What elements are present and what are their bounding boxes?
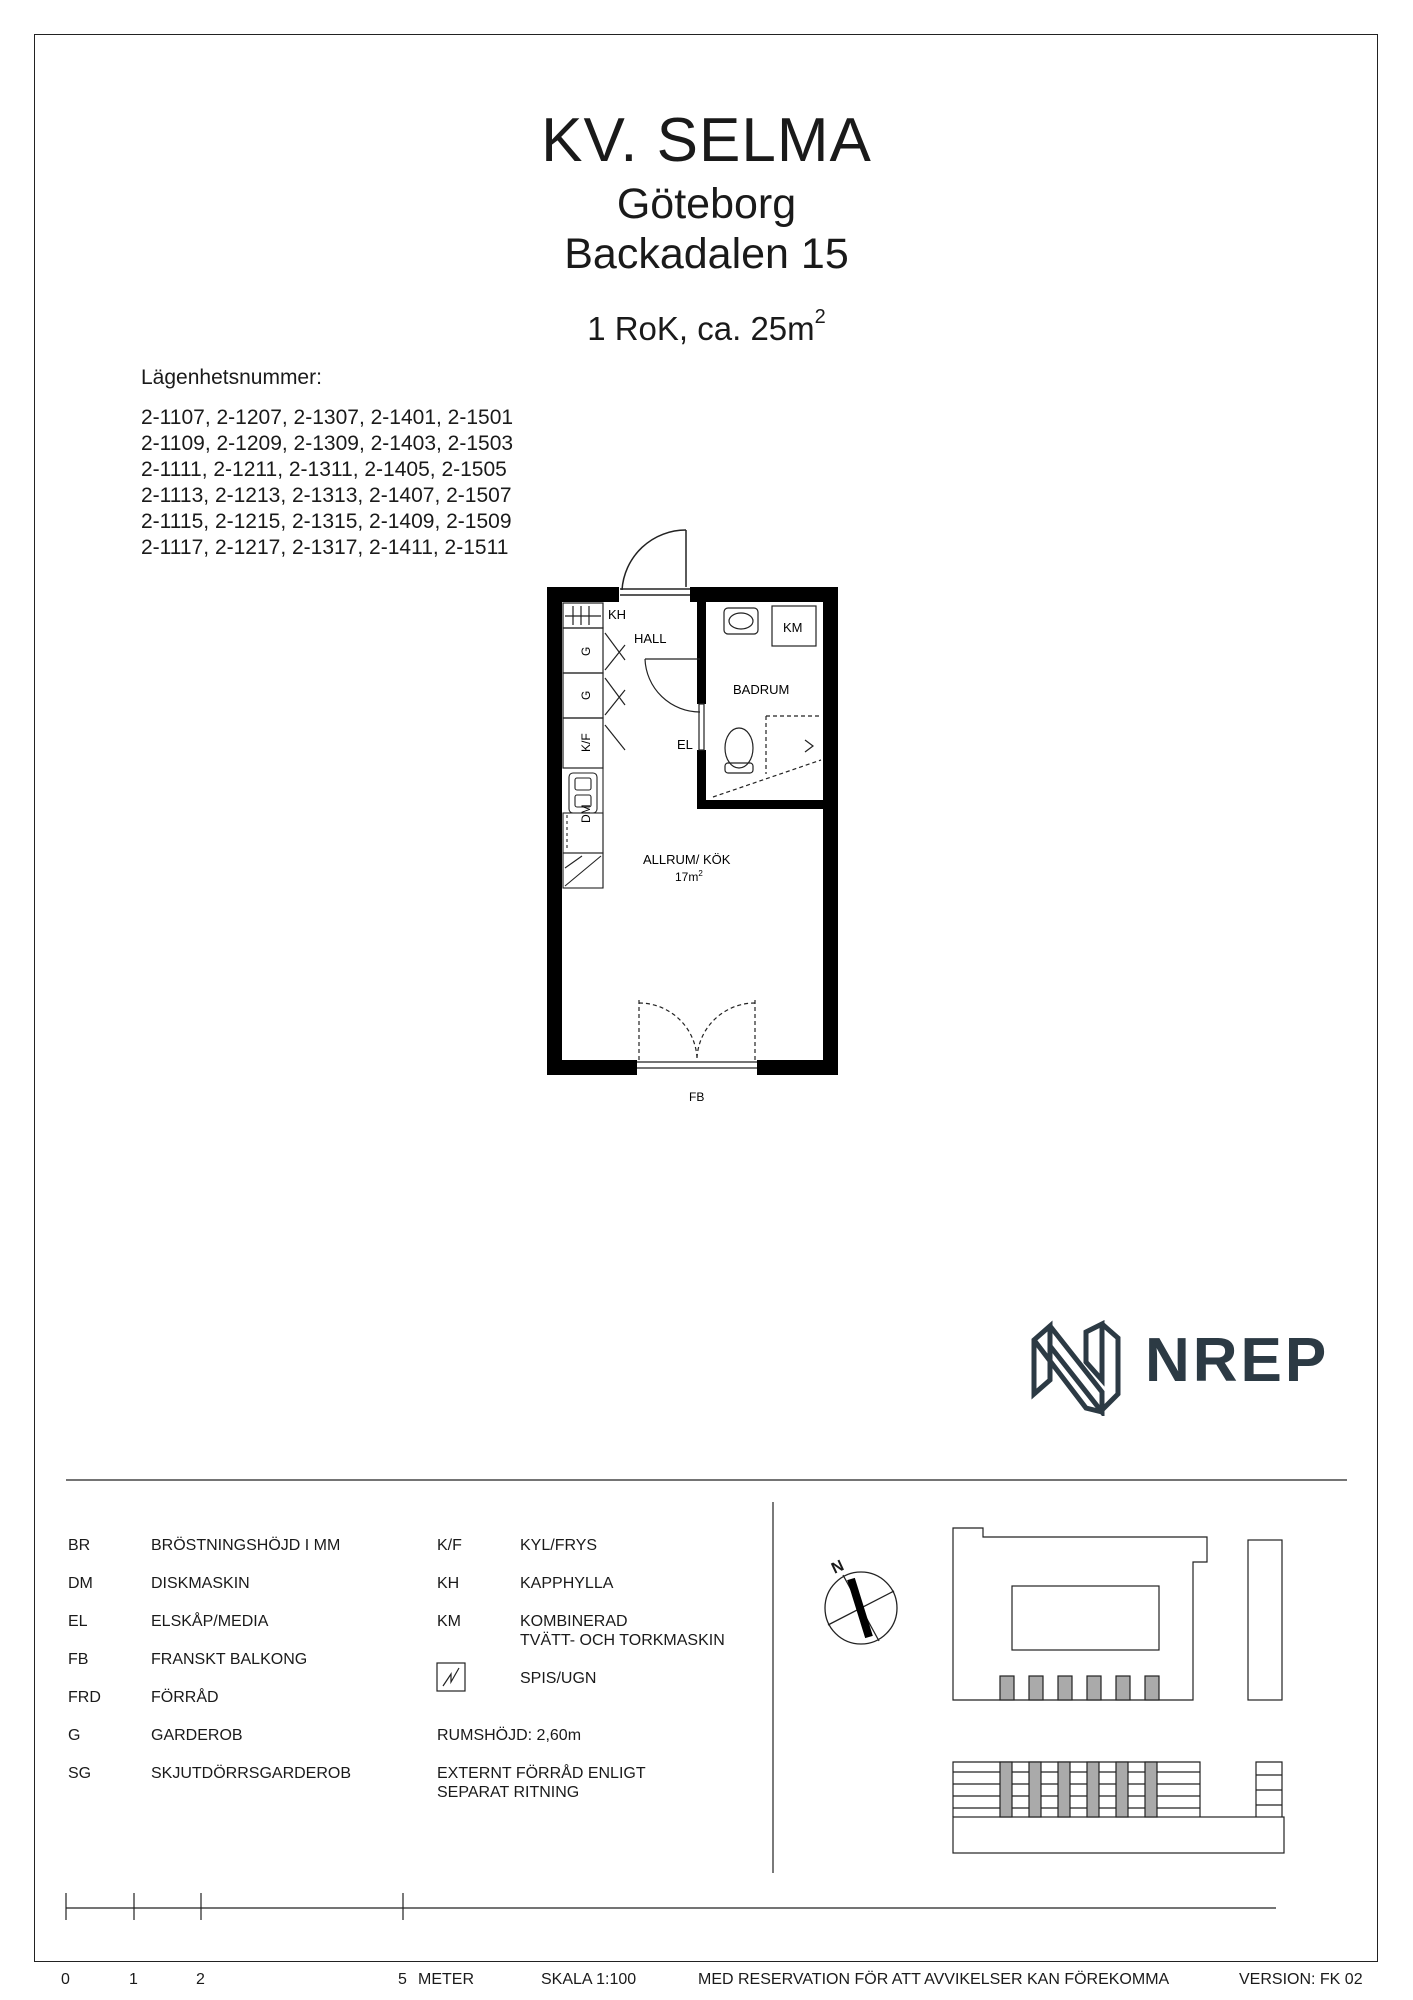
label-kh: KH bbox=[608, 607, 627, 622]
legend-code: EL bbox=[68, 1613, 88, 1630]
compass-north-label: N bbox=[828, 1557, 847, 1578]
label-fb: FB bbox=[689, 1090, 705, 1104]
legend-desc: TVÄTT- OCH TORKMASKIN bbox=[520, 1632, 725, 1649]
scale-tick-label: 2 bbox=[196, 1971, 205, 1988]
label-fridge-freezer: K/F bbox=[579, 733, 593, 752]
label-hall: HALL bbox=[634, 631, 667, 646]
scale-tick-label: 0 bbox=[61, 1971, 70, 1988]
city-name: Göteborg bbox=[616, 180, 797, 228]
legend-desc: DISKMASKIN bbox=[151, 1575, 250, 1592]
room-area-sup: 2 bbox=[698, 869, 703, 878]
legend-desc: SKJUTDÖRRSGARDEROB bbox=[151, 1765, 352, 1782]
legend-desc: FRANSKT BALKONG bbox=[151, 1651, 308, 1668]
site-plan bbox=[953, 1528, 1284, 1853]
scale-bar bbox=[66, 1893, 1276, 1920]
version-label: VERSION: FK 02 bbox=[1239, 1971, 1363, 1988]
apartment-numbers-line: 2-1109, 2-1209, 2-1309, 2-1403, 2-1503 bbox=[141, 432, 514, 455]
apartment-numbers-line: 2-1115, 2-1215, 2-1315, 2-1409, 2-1509 bbox=[141, 510, 512, 533]
legend-code: FRD bbox=[68, 1689, 101, 1706]
label-el: EL bbox=[677, 737, 693, 752]
label-badrum: BADRUM bbox=[733, 682, 790, 697]
apartment-numbers-label: Lägenhetsnummer: bbox=[141, 366, 322, 389]
legend-desc: KYL/FRYS bbox=[520, 1537, 598, 1554]
legend-desc: SPIS/UGN bbox=[520, 1670, 597, 1687]
label-dishwasher: DM bbox=[579, 804, 593, 823]
legend-code: FB bbox=[68, 1651, 89, 1668]
legend-code: BR bbox=[68, 1537, 91, 1554]
legend-desc: KAPPHYLLA bbox=[520, 1575, 614, 1592]
scale-tick-label: 5 bbox=[398, 1971, 407, 1988]
project-title: KV. SELMA bbox=[541, 106, 872, 175]
legend-desc: GARDEROB bbox=[151, 1727, 243, 1744]
legend-code: K/F bbox=[437, 1537, 462, 1554]
label-wardrobe: G bbox=[579, 690, 593, 700]
stove-symbol bbox=[437, 1663, 465, 1691]
legend-code: KH bbox=[437, 1575, 460, 1592]
legend-code: G bbox=[68, 1727, 81, 1744]
nrep-logo-text: NREP bbox=[1145, 1326, 1330, 1395]
size-text: 1 RoK, ca. 25m bbox=[587, 310, 815, 347]
apartment-numbers-line: 2-1111, 2-1211, 2-1311, 2-1405, 2-1505 bbox=[141, 458, 507, 481]
legend-code: DM bbox=[68, 1575, 93, 1592]
apartment-numbers-line: 2-1117, 2-1217, 2-1317, 2-1411, 2-1511 bbox=[141, 536, 509, 559]
legend-code: KM bbox=[437, 1613, 461, 1630]
label-living-kitchen: ALLRUM/ KÖK bbox=[643, 852, 731, 867]
address: Backadalen 15 bbox=[564, 230, 849, 278]
external-storage-note: EXTERNT FÖRRÅD ENLIGT bbox=[437, 1765, 646, 1782]
size-sup: 2 bbox=[814, 306, 826, 328]
legend-desc: KOMBINERAD bbox=[520, 1613, 628, 1630]
room-height: RUMSHÖJD: 2,60m bbox=[437, 1727, 582, 1744]
scale-unit: METER bbox=[418, 1971, 474, 1988]
label-wardrobe: G bbox=[579, 646, 593, 656]
disclaimer: MED RESERVATION FÖR ATT AVVIKELSER KAN FÖREKOMMA bbox=[698, 1971, 1170, 1988]
legend-desc: BRÖSTNINGSHÖJD I MM bbox=[151, 1537, 341, 1554]
room-area-value: 17m bbox=[675, 870, 699, 884]
compass-icon bbox=[825, 1572, 897, 1644]
external-storage-note: SEPARAT RITNING bbox=[437, 1784, 580, 1801]
legend-desc: ELSKÅP/MEDIA bbox=[151, 1613, 269, 1630]
apartment-numbers-line: 2-1113, 2-1213, 2-1313, 2-1407, 2-1507 bbox=[141, 484, 512, 507]
legend-desc: FÖRRÅD bbox=[151, 1689, 219, 1706]
scale-ratio: SKALA 1:100 bbox=[541, 1971, 637, 1988]
scale-tick-label: 1 bbox=[129, 1971, 138, 1988]
apartment-numbers-line: 2-1107, 2-1207, 2-1307, 2-1401, 2-1501 bbox=[141, 406, 514, 429]
label-km: KM bbox=[783, 620, 803, 635]
legend-code: SG bbox=[68, 1765, 92, 1782]
